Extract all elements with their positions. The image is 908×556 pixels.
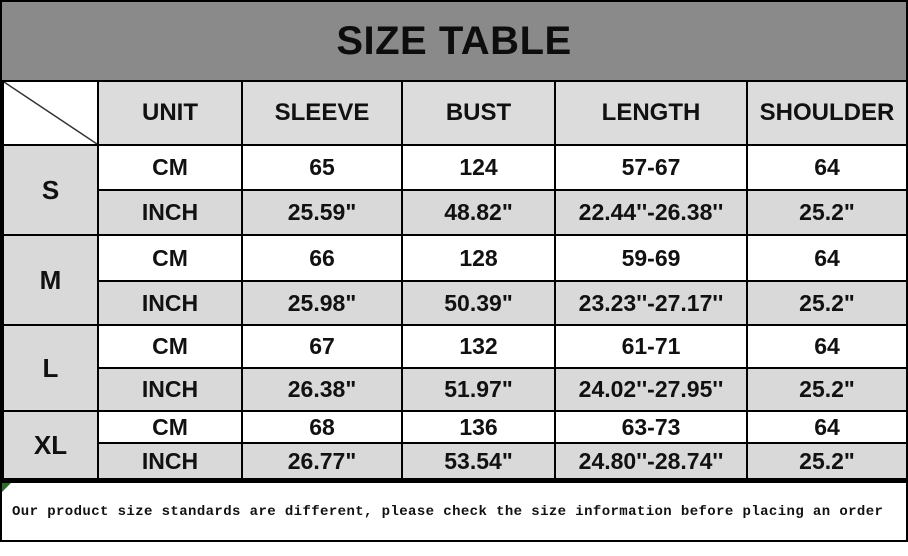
shoulder-value-cell: 25.2" — [747, 281, 907, 325]
table-row — [3, 443, 907, 479]
diagonal-line-icon — [4, 82, 97, 144]
shoulder-value-cell: 64 — [747, 325, 907, 368]
shoulder-value-cell: 25.2" — [747, 443, 907, 479]
header-cell-bust: BUST — [402, 81, 555, 145]
length-value-cell: 59-69 — [555, 235, 747, 281]
unit-cell: CM — [98, 145, 242, 190]
sleeve-value-cell: 25.98" — [242, 281, 402, 325]
sleeve-value-cell: 66 — [242, 235, 402, 281]
length-value-cell: 23.23''-27.17'' — [555, 281, 747, 325]
sleeve-value-cell: 26.77" — [242, 443, 402, 479]
unit-cell: CM — [98, 235, 242, 281]
shoulder-value-cell: 64 — [747, 411, 907, 443]
length-value-cell: 63-73 — [555, 411, 747, 443]
bust-value-cell: 132 — [402, 325, 555, 368]
size-label-cell: S — [3, 145, 98, 235]
length-value-cell: 24.02''-27.95'' — [555, 368, 747, 411]
size-label-cell: M — [3, 235, 98, 325]
diagonal-cell — [3, 81, 98, 145]
length-value-cell: 24.80''-28.74'' — [555, 443, 747, 479]
size-label-cell: L — [3, 325, 98, 411]
bust-value-cell: 51.97" — [402, 368, 555, 411]
header-cell-sleeve: SLEEVE — [242, 81, 402, 145]
table-row — [3, 325, 907, 368]
unit-cell: INCH — [98, 368, 242, 411]
length-value-cell: 22.44''-26.38'' — [555, 190, 747, 235]
bust-value-cell: 48.82" — [402, 190, 555, 235]
header-row — [3, 81, 907, 145]
sleeve-value-cell: 67 — [242, 325, 402, 368]
page-title: SIZE TABLE — [336, 18, 572, 63]
shoulder-value-cell: 25.2" — [747, 368, 907, 411]
title-bar — [2, 2, 906, 80]
header-cell-shoulder: SHOULDER — [747, 81, 907, 145]
unit-cell: CM — [98, 325, 242, 368]
bust-value-cell: 50.39" — [402, 281, 555, 325]
length-value-cell: 61-71 — [555, 325, 747, 368]
unit-cell: CM — [98, 411, 242, 443]
sleeve-value-cell: 68 — [242, 411, 402, 443]
header-cell-length: LENGTH — [555, 81, 747, 145]
bust-value-cell: 124 — [402, 145, 555, 190]
sleeve-value-cell: 65 — [242, 145, 402, 190]
shoulder-value-cell: 64 — [747, 235, 907, 281]
table-row — [3, 281, 907, 325]
shoulder-value-cell: 64 — [747, 145, 907, 190]
table-row — [3, 145, 907, 190]
note-text: Our product size standards are different, please check the size information before placing an order — [12, 503, 884, 520]
note-bar — [0, 482, 908, 542]
sleeve-value-cell: 26.38" — [242, 368, 402, 411]
table-row — [3, 235, 907, 281]
bust-value-cell: 136 — [402, 411, 555, 443]
bust-value-cell: 128 — [402, 235, 555, 281]
size-table — [2, 80, 908, 480]
length-value-cell: 57-67 — [555, 145, 747, 190]
size-label-cell: XL — [3, 411, 98, 479]
sleeve-value-cell: 25.59" — [242, 190, 402, 235]
table-row — [3, 411, 907, 443]
table-row — [3, 368, 907, 411]
header-cell-unit: UNIT — [98, 81, 242, 145]
bust-value-cell: 53.54" — [402, 443, 555, 479]
unit-cell: INCH — [98, 190, 242, 235]
unit-cell: INCH — [98, 443, 242, 479]
green-corner-marker-icon — [2, 483, 11, 492]
unit-cell: INCH — [98, 281, 242, 325]
shoulder-value-cell: 25.2" — [747, 190, 907, 235]
table-row — [3, 190, 907, 235]
